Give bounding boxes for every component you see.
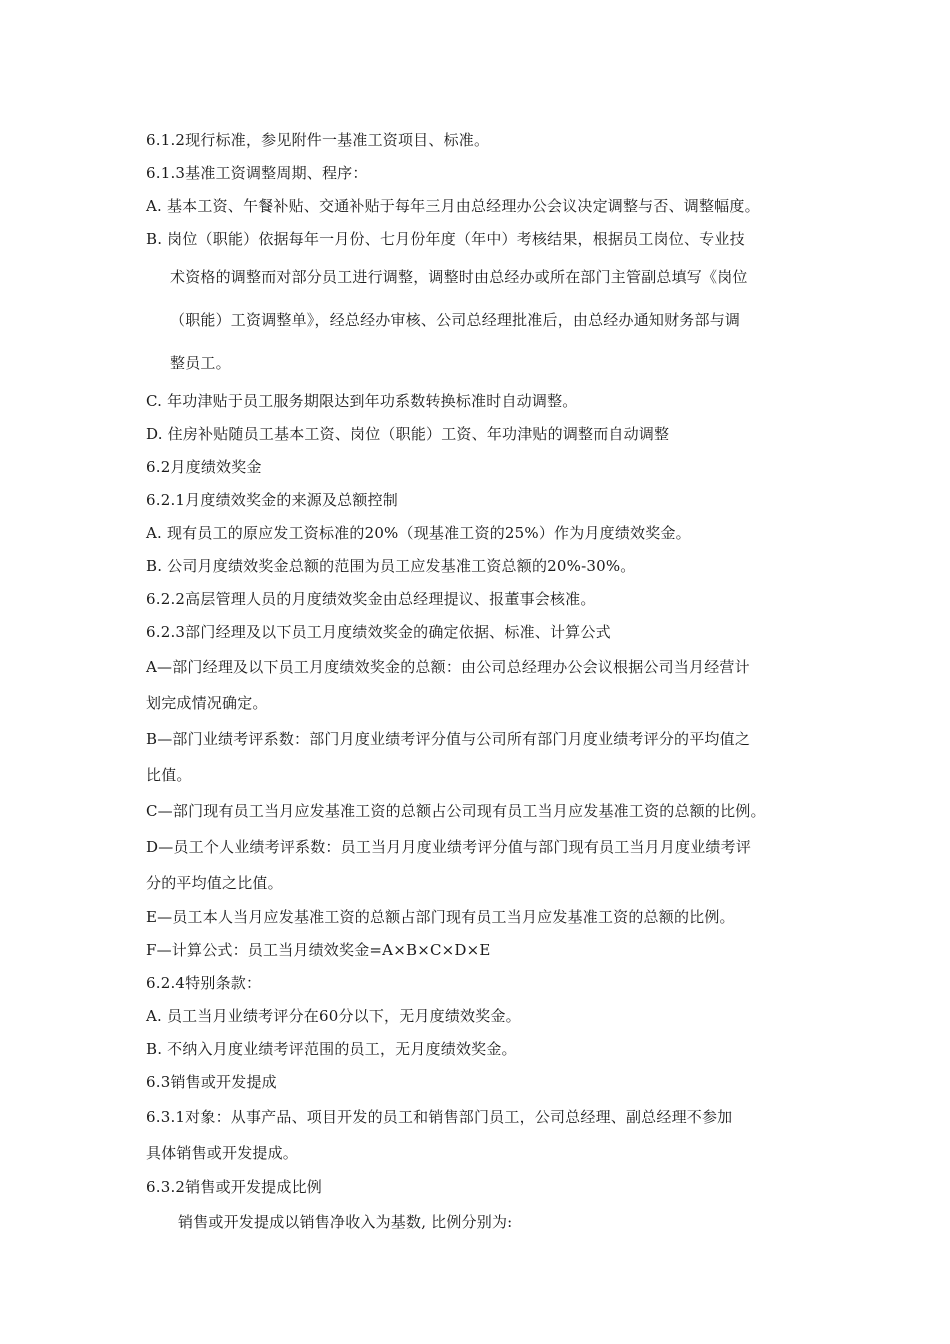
paragraph-line: C—部门现有员工当月应发基准工资的总额占公司现有员工当月应发基准工资的总额的比例。 <box>146 802 766 820</box>
paragraph-line: B. 公司月度绩效奖金总额的范围为员工应发基准工资总额的20%-30%。 <box>146 557 636 575</box>
paragraph-line: 比值。 <box>146 766 192 784</box>
paragraph-line: E—员工本人当月应发基准工资的总额占部门现有员工当月应发基准工资的总额的比例。 <box>146 908 735 926</box>
paragraph-line: 6.1.2现行标准，参见附件一基准工资项目、标准。 <box>146 131 490 149</box>
paragraph-line: B. 岗位（职能）依据每年一月份、七月份年度（年中）考核结果，根据员工岗位、专业技 <box>146 230 745 248</box>
section-heading: 6.2.3部门经理及以下员工月度绩效奖金的确定依据、标准、计算公式 <box>146 623 611 641</box>
paragraph-line: 划完成情况确定。 <box>146 694 268 712</box>
paragraph-line: A—部门经理及以下员工月度绩效奖金的总额：由公司总经理办公会议根据公司当月经营计 <box>146 658 750 676</box>
formula-line: F—计算公式：员工当月绩效奖金=A×B×C×D×E <box>146 941 491 959</box>
section-heading: 6.2月度绩效奖金 <box>146 458 262 476</box>
paragraph-line: 术资格的调整而对部分员工进行调整，调整时由总经办或所在部门主管副总填写《岗位 <box>170 268 748 286</box>
paragraph-line: 整员工。 <box>170 354 231 372</box>
paragraph-line: A. 员工当月业绩考评分在60分以下，无月度绩效奖金。 <box>146 1007 521 1025</box>
paragraph-line: A. 基本工资、午餐补贴、交通补贴于每年三月由总经理办公会议决定调整与否、调整幅度。 <box>146 197 760 215</box>
paragraph-line: （职能）工资调整单》，经总经办审核、公司总经理批准后，由总经办通知财务部与调 <box>170 311 741 329</box>
section-heading: 6.2.4特别条款： <box>146 974 262 992</box>
section-heading: 6.2.1月度绩效奖金的来源及总额控制 <box>146 491 398 509</box>
paragraph-line: 6.2.2高层管理人员的月度绩效奖金由总经理提议、报董事会核准。 <box>146 590 596 608</box>
paragraph-line: 6.1.3基准工资调整周期、程序： <box>146 164 368 182</box>
paragraph-line: 6.3.1对象：从事产品、项目开发的员工和销售部门员工，公司总经理、副总经理不参加 <box>146 1108 733 1126</box>
section-heading: 6.3销售或开发提成 <box>146 1073 277 1091</box>
paragraph-line: C. 年功津贴于员工服务期限达到年功系数转换标准时自动调整。 <box>146 392 578 410</box>
paragraph-line: D. 住房补贴随员工基本工资、岗位（职能）工资、年功津贴的调整而自动调整 <box>146 425 670 443</box>
paragraph-line: 销售或开发提成以销售净收入为基数, 比例分别为: <box>178 1213 513 1231</box>
paragraph-line: 分的平均值之比值。 <box>146 874 283 892</box>
document-body <box>146 124 826 1240</box>
paragraph-line: D—员工个人业绩考评系数：员工当月月度业绩考评分值与部门现有员工当月月度业绩考评 <box>146 838 752 856</box>
paragraph-line: 具体销售或开发提成。 <box>146 1144 299 1162</box>
paragraph-line: B. 不纳入月度业绩考评范围的员工，无月度绩效奖金。 <box>146 1040 517 1058</box>
section-heading: 6.3.2销售或开发提成比例 <box>146 1178 322 1196</box>
paragraph-line: B—部门业绩考评系数：部门月度业绩考评分值与公司所有部门月度业绩考评分的平均值之 <box>146 730 751 748</box>
paragraph-line: A. 现有员工的原应发工资标准的20%（现基准工资的25%）作为月度绩效奖金。 <box>146 524 691 542</box>
